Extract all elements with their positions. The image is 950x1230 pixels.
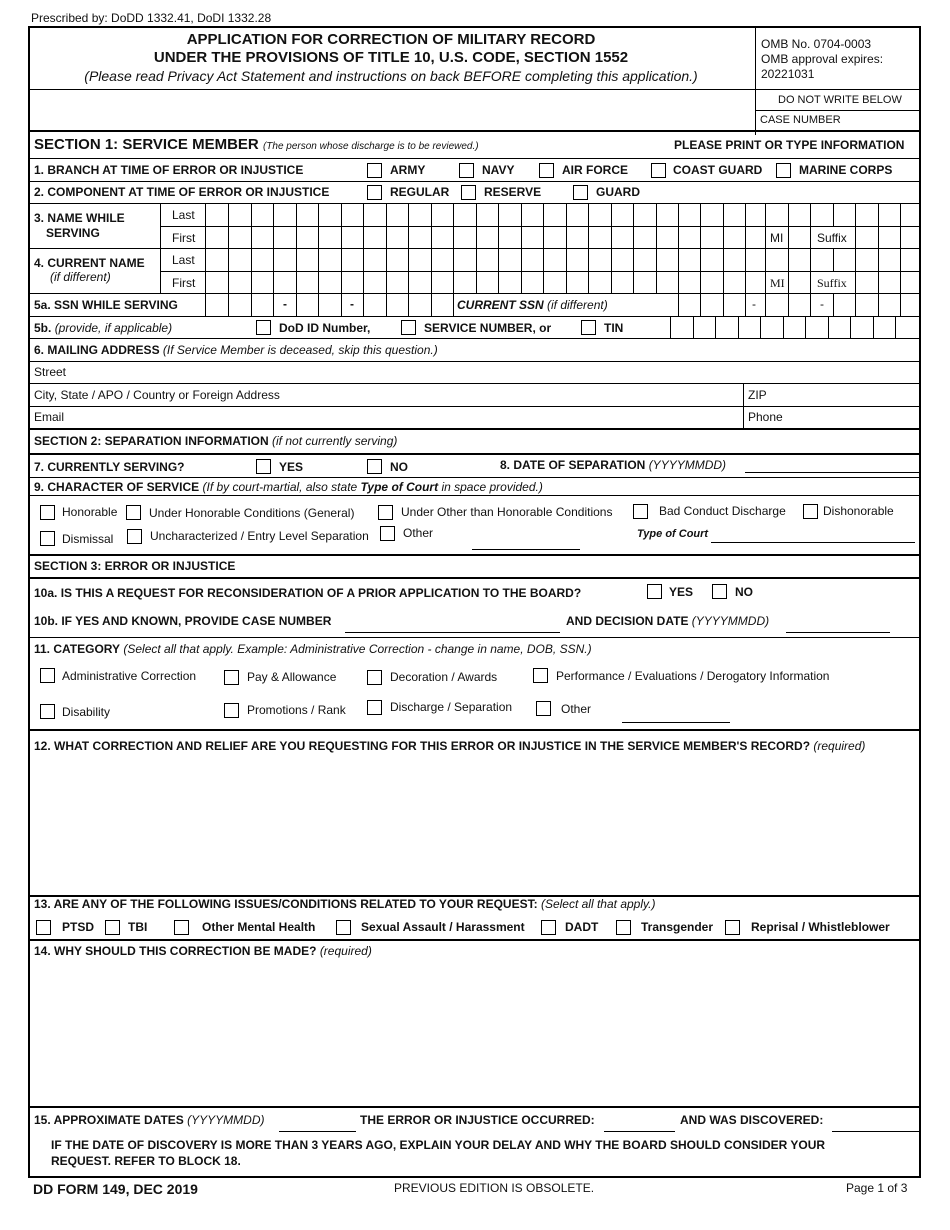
q10a-label: 10a. IS THIS A REQUEST FOR RECONSIDERATION OF A PRIOR APPLICATION TO THE BOARD? bbox=[34, 586, 582, 600]
q3-label-line1: 3. NAME WHILE bbox=[34, 211, 125, 225]
reconsideration-no-label: NO bbox=[735, 585, 753, 599]
case-number-label: CASE NUMBER bbox=[760, 114, 841, 126]
issue-mental-health-checkbox[interactable] bbox=[174, 920, 189, 935]
cat-discharge-separation-checkbox[interactable] bbox=[367, 700, 382, 715]
q12-label: 12. WHAT CORRECTION AND RELIEF ARE YOU REQUESTING FOR THIS ERROR OR INJUSTICE IN THE SERVICE MEMBER'S RECORD? (required) bbox=[34, 739, 866, 753]
q5a-label: 5a. SSN WHILE SERVING bbox=[34, 298, 178, 312]
char-general-label: Under Honorable Conditions (General) bbox=[149, 506, 355, 520]
branch-marine-corps-label: MARINE CORPS bbox=[799, 163, 893, 177]
error-discovered-date-field[interactable] bbox=[832, 1131, 920, 1132]
char-uncharacterized-label: Uncharacterized / Entry Level Separation bbox=[150, 529, 369, 543]
issue-dadt-checkbox[interactable] bbox=[541, 920, 556, 935]
section2-title: SECTION 2: SEPARATION INFORMATION (if not currently serving) bbox=[34, 434, 398, 448]
cat-performance-label: Performance / Evaluations / Derogatory Information bbox=[556, 669, 830, 683]
currently-serving-yes-label: YES bbox=[279, 460, 304, 474]
currently-serving-no-label: NO bbox=[390, 460, 408, 474]
omb-expires-label: OMB approval expires: bbox=[761, 52, 884, 66]
issue-sexual-assault-checkbox[interactable] bbox=[336, 920, 351, 935]
name-grid-lines bbox=[0, 0, 950, 340]
char-dismissal-checkbox[interactable] bbox=[40, 531, 55, 546]
current-ssn-label: CURRENT SSN (if different) bbox=[457, 298, 608, 312]
city-label: City, State / APO / Country or Foreign Address bbox=[34, 388, 280, 402]
reconsideration-yes-label: YES bbox=[669, 585, 694, 599]
section3-title: SECTION 3: ERROR OR INJUSTICE bbox=[34, 559, 236, 573]
char-other-checkbox[interactable] bbox=[380, 526, 395, 541]
zip-label: ZIP bbox=[748, 388, 767, 402]
char-dishonorable-label: Dishonorable bbox=[823, 504, 894, 518]
cat-disability-label: Disability bbox=[62, 705, 111, 719]
cat-other-field[interactable] bbox=[622, 722, 730, 723]
section1-title: SECTION 1: SERVICE MEMBER (The person whose discharge is to be reviewed.) bbox=[34, 136, 479, 153]
issue-sexual-assault-label: Sexual Assault / Harassment bbox=[361, 920, 525, 934]
ssn-dash-2: - bbox=[350, 297, 354, 311]
char-dishonorable-checkbox[interactable] bbox=[803, 504, 818, 519]
q14-label: 14. WHY SHOULD THIS CORRECTION BE MADE? (required) bbox=[34, 944, 372, 958]
print-note: PLEASE PRINT OR TYPE INFORMATION bbox=[674, 138, 905, 152]
q5b-label: 5b. (provide, if applicable) bbox=[34, 321, 173, 335]
type-of-court-label: Type of Court bbox=[637, 528, 709, 540]
form-instruction: (Please read Privacy Act Statement and instructions on back BEFORE completing this application.) bbox=[84, 68, 698, 84]
char-other-than-honorable-checkbox[interactable] bbox=[378, 505, 393, 520]
cat-administrative-checkbox[interactable] bbox=[40, 668, 55, 683]
char-bad-conduct-label: Bad Conduct Discharge bbox=[659, 504, 786, 518]
form-id: DD FORM 149, DEC 2019 bbox=[33, 1181, 198, 1197]
form-title-line1: APPLICATION FOR CORRECTION OF MILITARY RECORD bbox=[186, 31, 596, 48]
prescribed-by: Prescribed by: DoDD 1332.41, DoDI 1332.28 bbox=[31, 11, 272, 25]
street-label: Street bbox=[34, 365, 67, 379]
service-number-label: SERVICE NUMBER, or bbox=[424, 321, 552, 335]
q4-label-line1: 4. CURRENT NAME bbox=[34, 256, 145, 270]
q15-date-field[interactable] bbox=[279, 1131, 356, 1132]
service-number-checkbox[interactable] bbox=[401, 320, 416, 335]
component-reserve-label: RESERVE bbox=[484, 185, 542, 199]
cat-decoration-awards-checkbox[interactable] bbox=[367, 670, 382, 685]
q3-last-label: Last bbox=[172, 208, 195, 222]
char-other-than-honorable-label: Under Other than Honorable Conditions bbox=[401, 505, 613, 519]
branch-navy-label: NAVY bbox=[482, 163, 515, 177]
delay-note-line1: IF THE DATE OF DISCOVERY IS MORE THAN 3 YEARS AGO, EXPLAIN YOUR DELAY AND WHY THE BOARD SHOULD CONSIDER YOUR bbox=[51, 1138, 826, 1152]
branch-coast-guard-label: COAST GUARD bbox=[673, 163, 763, 177]
issue-dadt-label: DADT bbox=[565, 920, 599, 934]
dod-id-checkbox[interactable] bbox=[256, 320, 271, 335]
issue-reprisal-checkbox[interactable] bbox=[725, 920, 740, 935]
q13-label: 13. ARE ANY OF THE FOLLOWING ISSUES/CONDITIONS RELATED TO YOUR REQUEST: (Select all that apply.) bbox=[34, 897, 656, 911]
prior-case-number-field[interactable] bbox=[345, 632, 560, 633]
omb-number: OMB No. 0704-0003 bbox=[761, 37, 872, 51]
cat-disability-checkbox[interactable] bbox=[40, 704, 55, 719]
char-dismissal-label: Dismissal bbox=[62, 532, 114, 546]
q2-label: 2. COMPONENT AT TIME OF ERROR OR INJUSTICE bbox=[34, 185, 330, 199]
cat-administrative-label: Administrative Correction bbox=[62, 669, 197, 683]
decision-date-field[interactable] bbox=[786, 632, 890, 633]
separation-date-field[interactable] bbox=[745, 472, 920, 473]
type-of-court-field[interactable] bbox=[711, 542, 915, 543]
cat-promotions-rank-label: Promotions / Rank bbox=[247, 703, 346, 717]
obsolete-note: PREVIOUS EDITION IS OBSOLETE. bbox=[394, 1181, 595, 1195]
q15-label: 15. APPROXIMATE DATES (YYYYMMDD) bbox=[34, 1113, 265, 1127]
ssn-dash-1: - bbox=[283, 297, 287, 311]
q4-first-label: First bbox=[172, 276, 196, 290]
q4-last-label: Last bbox=[172, 253, 195, 267]
q3-first-label: First bbox=[172, 231, 196, 245]
char-bad-conduct-checkbox[interactable] bbox=[633, 504, 648, 519]
q9-label: 9. CHARACTER OF SERVICE (If by court-martial, also state Type of Court in space provided.) bbox=[34, 480, 543, 494]
q8-label: 8. DATE OF SEPARATION (YYYYMMDD) bbox=[500, 458, 727, 472]
component-regular-label: REGULAR bbox=[390, 185, 450, 199]
q15-discovered-label: AND WAS DISCOVERED: bbox=[680, 1113, 824, 1127]
delay-note-line2: REQUEST. REFER TO BLOCK 18. bbox=[51, 1154, 241, 1168]
cat-discharge-separation-label: Discharge / Separation bbox=[390, 700, 513, 714]
q10b-label: 10b. IF YES AND KNOWN, PROVIDE CASE NUMBER bbox=[34, 614, 332, 628]
cat-performance-checkbox[interactable] bbox=[533, 668, 548, 683]
char-general-checkbox[interactable] bbox=[126, 505, 141, 520]
char-honorable-label: Honorable bbox=[62, 505, 118, 519]
issue-transgender-label: Transgender bbox=[641, 920, 714, 934]
cat-promotions-rank-checkbox[interactable] bbox=[224, 703, 239, 718]
cat-pay-allowance-label: Pay & Allowance bbox=[247, 670, 337, 684]
issue-transgender-checkbox[interactable] bbox=[616, 920, 631, 935]
q3-suffix-label: Suffix bbox=[817, 231, 847, 245]
char-other-field[interactable] bbox=[472, 549, 580, 550]
q3-label-line2: SERVING bbox=[46, 226, 100, 240]
q6-label: 6. MAILING ADDRESS (If Service Member is deceased, skip this question.) bbox=[34, 343, 438, 357]
issue-tbi-label: TBI bbox=[128, 920, 148, 934]
cat-other-checkbox[interactable] bbox=[536, 701, 551, 716]
phone-label: Phone bbox=[748, 410, 783, 424]
q4-mi-label: MI bbox=[770, 276, 785, 290]
decision-date-label: AND DECISION DATE (YYYYMMDD) bbox=[566, 614, 770, 628]
cat-decoration-awards-label: Decoration / Awards bbox=[390, 670, 498, 684]
error-occurred-date-field[interactable] bbox=[604, 1131, 675, 1132]
char-other-label: Other bbox=[403, 526, 434, 540]
branch-army-label: ARMY bbox=[390, 163, 426, 177]
form-title-line2: UNDER THE PROVISIONS OF TITLE 10, U.S. CODE, SECTION 1552 bbox=[153, 49, 629, 66]
q11-label: 11. CATEGORY (Select all that apply. Example: Administrative Correction - change in name, DOB, SSN.) bbox=[34, 642, 592, 656]
issue-mental-health-label: Other Mental Health bbox=[202, 920, 316, 934]
tin-label: TIN bbox=[604, 321, 624, 335]
q7-label: 7. CURRENTLY SERVING? bbox=[34, 460, 185, 474]
cat-pay-allowance-checkbox[interactable] bbox=[224, 670, 239, 685]
q3-mi-label: MI bbox=[770, 231, 784, 245]
issue-ptsd-checkbox[interactable] bbox=[36, 920, 51, 935]
current-ssn-dash-1: - bbox=[752, 297, 756, 311]
currently-serving-no-checkbox[interactable] bbox=[367, 459, 382, 474]
issue-ptsd-label: PTSD bbox=[62, 920, 95, 934]
q15-occurred-label: THE ERROR OR INJUSTICE OCCURRED: bbox=[360, 1113, 595, 1127]
do-not-write-label: DO NOT WRITE BELOW bbox=[778, 94, 902, 106]
issue-tbi-checkbox[interactable] bbox=[105, 920, 120, 935]
issue-reprisal-label: Reprisal / Whistleblower bbox=[751, 920, 890, 934]
q14-textarea[interactable] bbox=[33, 962, 917, 1104]
q12-textarea[interactable] bbox=[33, 757, 917, 894]
dod-id-label: DoD ID Number, bbox=[279, 321, 371, 335]
current-ssn-dash-2: - bbox=[820, 297, 824, 311]
cat-other-label: Other bbox=[561, 702, 592, 716]
currently-serving-yes-checkbox[interactable] bbox=[256, 459, 271, 474]
q4-label-line2: (if different) bbox=[50, 270, 111, 284]
omb-expires-date: 20221031 bbox=[761, 67, 815, 81]
tin-checkbox[interactable] bbox=[581, 320, 596, 335]
q4-suffix-label: Suffix bbox=[817, 276, 847, 290]
email-label: Email bbox=[34, 410, 65, 424]
char-uncharacterized-checkbox[interactable] bbox=[127, 529, 142, 544]
branch-air-force-label: AIR FORCE bbox=[562, 163, 628, 177]
component-guard-label: GUARD bbox=[596, 185, 640, 199]
reconsideration-yes-checkbox[interactable] bbox=[647, 584, 662, 599]
q1-label: 1. BRANCH AT TIME OF ERROR OR INJUSTICE bbox=[34, 163, 304, 177]
reconsideration-no-checkbox[interactable] bbox=[712, 584, 727, 599]
page-number: Page 1 of 3 bbox=[846, 1181, 908, 1195]
char-honorable-checkbox[interactable] bbox=[40, 505, 55, 520]
